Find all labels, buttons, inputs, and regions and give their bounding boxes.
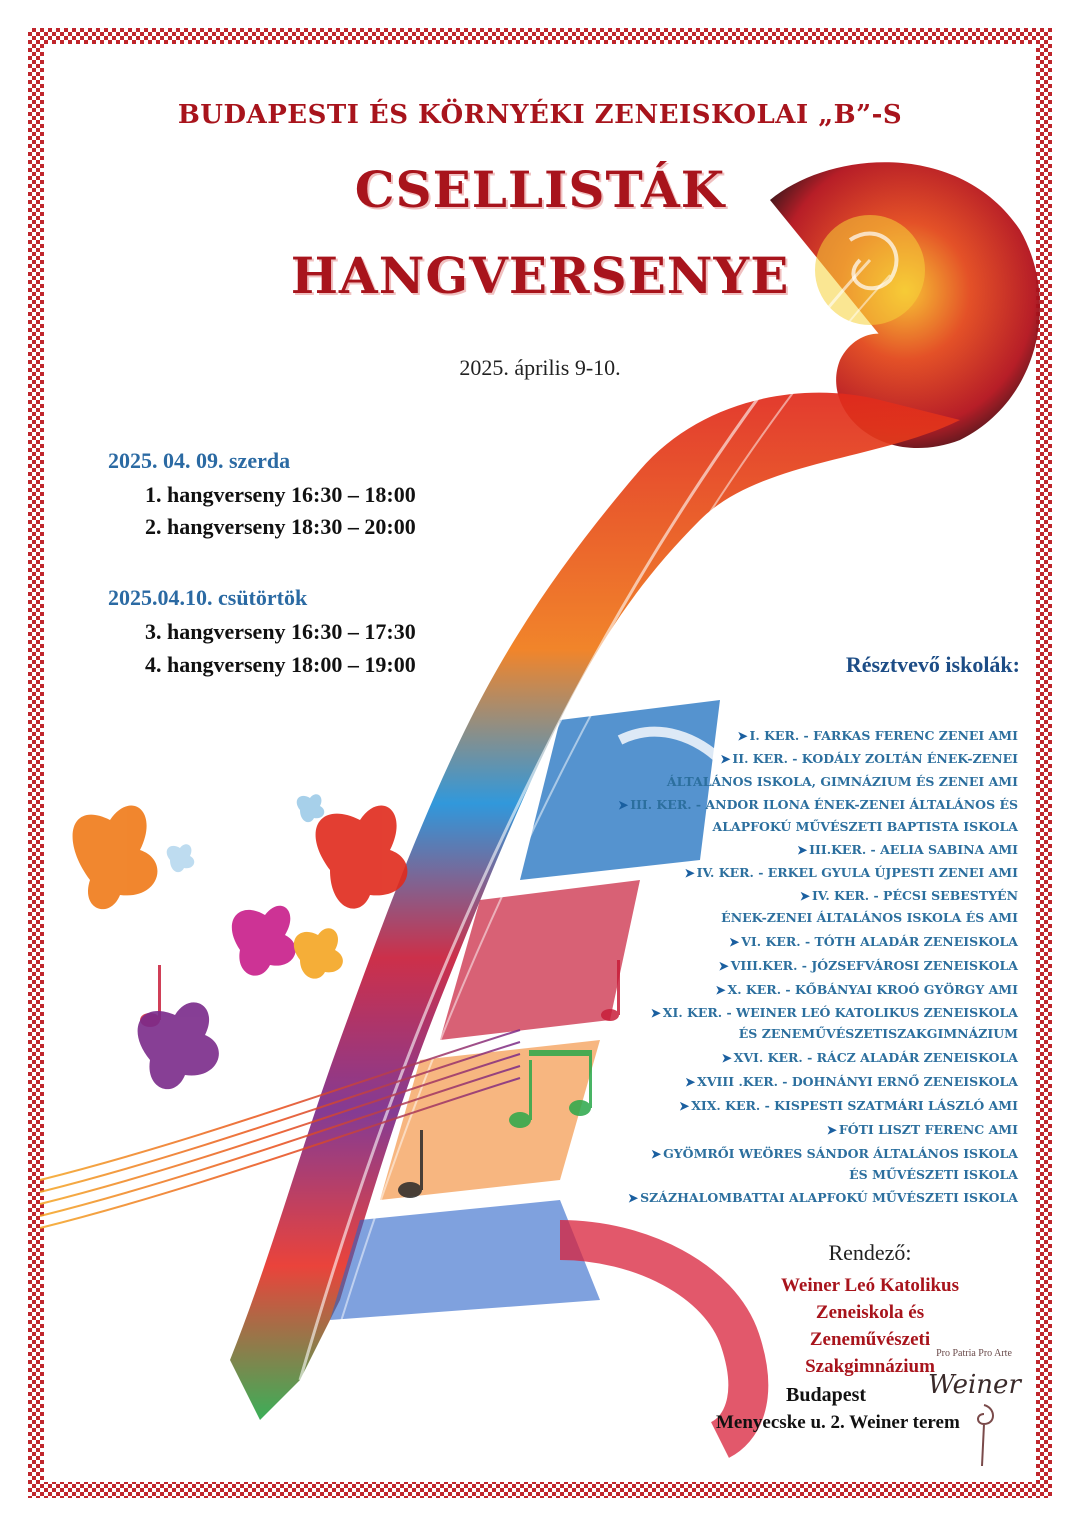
school-item: ➤ FÓTI LISZT FERENC AMI <box>826 1122 1018 1137</box>
school-item: ➤ IV. KER. - ERKEL GYULA ÚJPESTI ZENEI AMI <box>684 865 1018 880</box>
header-line-3: HANGVERSENYE <box>290 246 790 305</box>
arrow-icon: ➤ <box>679 1099 690 1113</box>
arrow-icon: ➤ <box>799 889 810 903</box>
school-item: ➤ VIII.KER. - JÓZSEFVÁROSI ZENEISKOLA <box>718 958 1018 973</box>
arrow-icon: ➤ <box>684 866 695 880</box>
logo-wordmark: Weiner <box>928 1370 1021 1400</box>
concert-4: 4. hangverseny 18:00 – 19:00 <box>145 652 416 677</box>
arrow-icon: ➤ <box>685 1075 696 1089</box>
day-1-label: 2025. 04. 09. szerda <box>108 448 291 473</box>
organizer-city: Budapest <box>785 1384 867 1406</box>
school-item: ➤ III. KER. - ANDOR ILONA ÉNEK-ZENEI ÁLTALÁNOS ÉS <box>618 797 1018 812</box>
school-item: ➤ X. KER. - KŐBÁNYAI KROÓ GYÖRGY AMI <box>715 982 1018 997</box>
concert-1: 1. hangverseny 16:30 – 18:00 <box>145 482 416 507</box>
arrow-icon: ➤ <box>715 983 726 997</box>
organizer-name-line-1: Weiner Leó Katolikus <box>780 1275 960 1296</box>
organizer-label: Rendező: <box>828 1240 912 1265</box>
arrow-icon: ➤ <box>720 752 731 766</box>
arrow-icon: ➤ <box>628 1191 639 1205</box>
concert-2: 2. hangverseny 18:30 – 20:00 <box>145 514 416 539</box>
arrow-icon: ➤ <box>618 798 629 812</box>
school-item: ➤ SZÁZHALOMBATTAI ALAPFOKÚ MŰVÉSZETI ISKOLA <box>628 1190 1018 1205</box>
venue-address: Menyecske u. 2. Weiner terem <box>716 1412 960 1433</box>
school-item-continued: ALAPFOKÚ MŰVÉSZETI BAPTISTA ISKOLA <box>712 819 1018 834</box>
day-2-label: 2025.04.10. csütörtök <box>108 585 308 610</box>
school-item: ➤ II. KER. - KODÁLY ZOLTÁN ÉNEK-ZENEI <box>720 751 1018 766</box>
school-item: ➤ I. KER. - FARKAS FERENC ZENEI AMI <box>737 728 1018 743</box>
arrow-icon: ➤ <box>718 959 729 973</box>
arrow-icon: ➤ <box>729 935 740 949</box>
concert-3: 3. hangverseny 16:30 – 17:30 <box>145 619 416 644</box>
arrow-icon: ➤ <box>721 1051 732 1065</box>
school-item: ➤ XVI. KER. - RÁCZ ALADÁR ZENEISKOLA <box>721 1050 1018 1065</box>
weiner-logo <box>924 1348 1034 1468</box>
logo-motto: Pro Patria Pro Arte <box>936 1348 1012 1359</box>
school-item: ➤ XI. KER. - WEINER LEÓ KATOLIKUS ZENEISKOLA <box>650 1005 1018 1020</box>
header-line-1: BUDAPESTI ÉS KÖRNYÉKI ZENEISKOLAI „B”-S <box>177 100 903 130</box>
school-item: ➤ IV. KER. - PÉCSI SEBESTYÉN <box>799 888 1018 903</box>
school-item-continued: ÁLTALÁNOS ISKOLA, GIMNÁZIUM ÉS ZENEI AMI <box>666 774 1018 789</box>
event-dates: 2025. április 9-10. <box>459 355 621 380</box>
school-item: ➤ XIX. KER. - KISPESTI SZATMÁRI LÁSZLÓ AMI <box>679 1098 1018 1113</box>
organizer-name-line-2: Zeneiskola és <box>815 1302 925 1323</box>
schools-title: Résztvevő iskolák: <box>845 652 1020 677</box>
organizer-name-line-4: Szakgimnázium <box>805 1356 935 1377</box>
school-item-continued: ÉS ZENEMŰVÉSZETISZAKGIMNÁZIUM <box>738 1026 1018 1041</box>
school-item: ➤ GYÖMRŐI WEÖRES SÁNDOR ÁLTALÁNOS ISKOLA <box>651 1146 1018 1161</box>
arrow-icon: ➤ <box>650 1006 661 1020</box>
header-line-2: CSELLISTÁK <box>354 160 726 219</box>
school-item: ➤ VI. KER. - TÓTH ALADÁR ZENEISKOLA <box>729 934 1018 949</box>
cello-scroll-logo-icon <box>964 1400 1004 1470</box>
school-item: ➤ III.KER. - AELIA SABINA AMI <box>797 842 1018 857</box>
school-item: ➤ XVIII .KER. - DOHNÁNYI ERNŐ ZENEISKOLA <box>685 1074 1018 1089</box>
school-item-continued: ÉS MŰVÉSZETI ISKOLA <box>849 1167 1018 1182</box>
arrow-icon: ➤ <box>737 729 748 743</box>
school-item-continued: ÉNEK-ZENEI ÁLTALÁNOS ISKOLA ÉS AMI <box>721 910 1018 925</box>
arrow-icon: ➤ <box>826 1123 837 1137</box>
organizer-name-line-3: Zeneművészeti <box>809 1329 931 1350</box>
arrow-icon: ➤ <box>797 843 808 857</box>
arrow-icon: ➤ <box>651 1147 662 1161</box>
